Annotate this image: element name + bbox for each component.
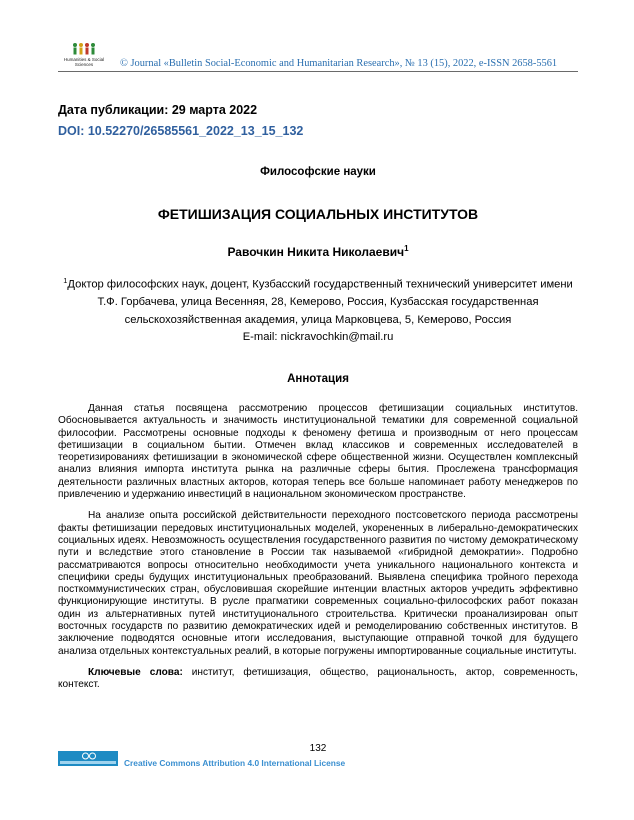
affiliation-superscript: 1: [63, 276, 68, 285]
license-link[interactable]: Creative Commons Attribution 4.0 International License: [124, 758, 346, 768]
logo-caption: Humanities & Social Sciences: [63, 57, 105, 67]
people-logo-icon: [70, 42, 98, 56]
cc-license-badge[interactable]: [58, 751, 118, 766]
keywords-label: Ключевые слова:: [88, 666, 183, 678]
doi-link[interactable]: DOI: 10.52270/26585561_2022_13_15_132: [58, 124, 304, 138]
cc-badge-text: [60, 761, 116, 764]
author-name: Равочкин Никита Николаевич: [227, 245, 405, 259]
affiliation-text: Доктор философских наук, доцент, Кузбасский государственный технический университет имени Т.Ф. Горбачева, улица Весенняя, 28, Кемерово, Россия, Кузбасская государственная сельскохозяйственная академия, улица Марковцева, 5, Кемерово, Россия: [67, 278, 573, 326]
article-title: ФЕТИШИЗАЦИЯ СОЦИАЛЬНЫХ ИНСТИТУТОВ: [157, 206, 479, 222]
abstract-paragraph-2: На анализе опыта российской действительности переходного постсоветского периода рассмотрены факты фетишизации передовых институциональных моделей, укорененных в либерально-демократических социальных идеях. Невозможность осуществления государственного развития по чистому демократическому пути и вследствие этого становление в России так называемой «гибридной демократии». Подробно рассматриваются вопросы относительно необходимости учета уникального национального контекста и специфики среды будущих институциональных преобразований. Выявлена специфика тройного перехода посткоммунистических стран, обусловившая скорейшие интенции властных акторов учредить эффективно функционирующие институты. В русле прагматики современных социально-философских работ показан один из альтернативных путей институционального строительства. Критически проанализирован опыт восточных государств по развитию демократических идей и ремоделированию собственных институтов. В заключение подводятся основные итоги исследования, выступающие отправной точкой для будущего анализа отдельных контекстуальных реалий, в которые погружены импортированные социальные институты.: [58, 510, 578, 657]
abstract-heading: Аннотация: [287, 373, 349, 385]
abstract-paragraph-1: Данная статья посвящена рассмотрению процессов фетишизации социальных институтов. Обосновывается актуальность и значимость институциональной тематики для современной социальной философии. Рассмотрены основные подходы к феномену фетиша и производным от него процессам фетишизации в социальном бытии. Отмечен вклад классиков и современных исследователей в теоретизированиях фетишизации в экономической сфере общественной жизни. Осуществлен комплексный анализ влияния импорта института рынка на различные сферы бытия. Прослежена трансформация деятельности различных властных акторов, которая теперь все больше напоминает работу менеджеров по привлечению и удержанию инвестиций в национальном экономическом пространстве.: [58, 403, 578, 501]
header-divider: [58, 71, 578, 72]
author-superscript: 1: [404, 244, 409, 253]
journal-header: © Journal «Bulletin Social-Economic and Humanitarian Research», № 13 (15), 2022, e-ISSN 2658-5561: [120, 58, 558, 69]
article-category: Философские науки: [260, 166, 376, 178]
author-email[interactable]: E-mail: nickravochkin@mail.ru: [242, 331, 394, 344]
journal-logo: [58, 42, 110, 67]
abstract-body: [58, 403, 578, 701]
publication-date: Дата публикации: 29 марта 2022: [58, 103, 258, 117]
page-number: 132: [309, 743, 327, 754]
author: [58, 244, 578, 259]
keywords: [58, 667, 578, 692]
affiliation: [58, 272, 578, 347]
cc-by-icon: [82, 752, 96, 760]
keywords-text: институт, фетишизация, общество, рациональность, актор, современность, контекст.: [58, 666, 578, 691]
